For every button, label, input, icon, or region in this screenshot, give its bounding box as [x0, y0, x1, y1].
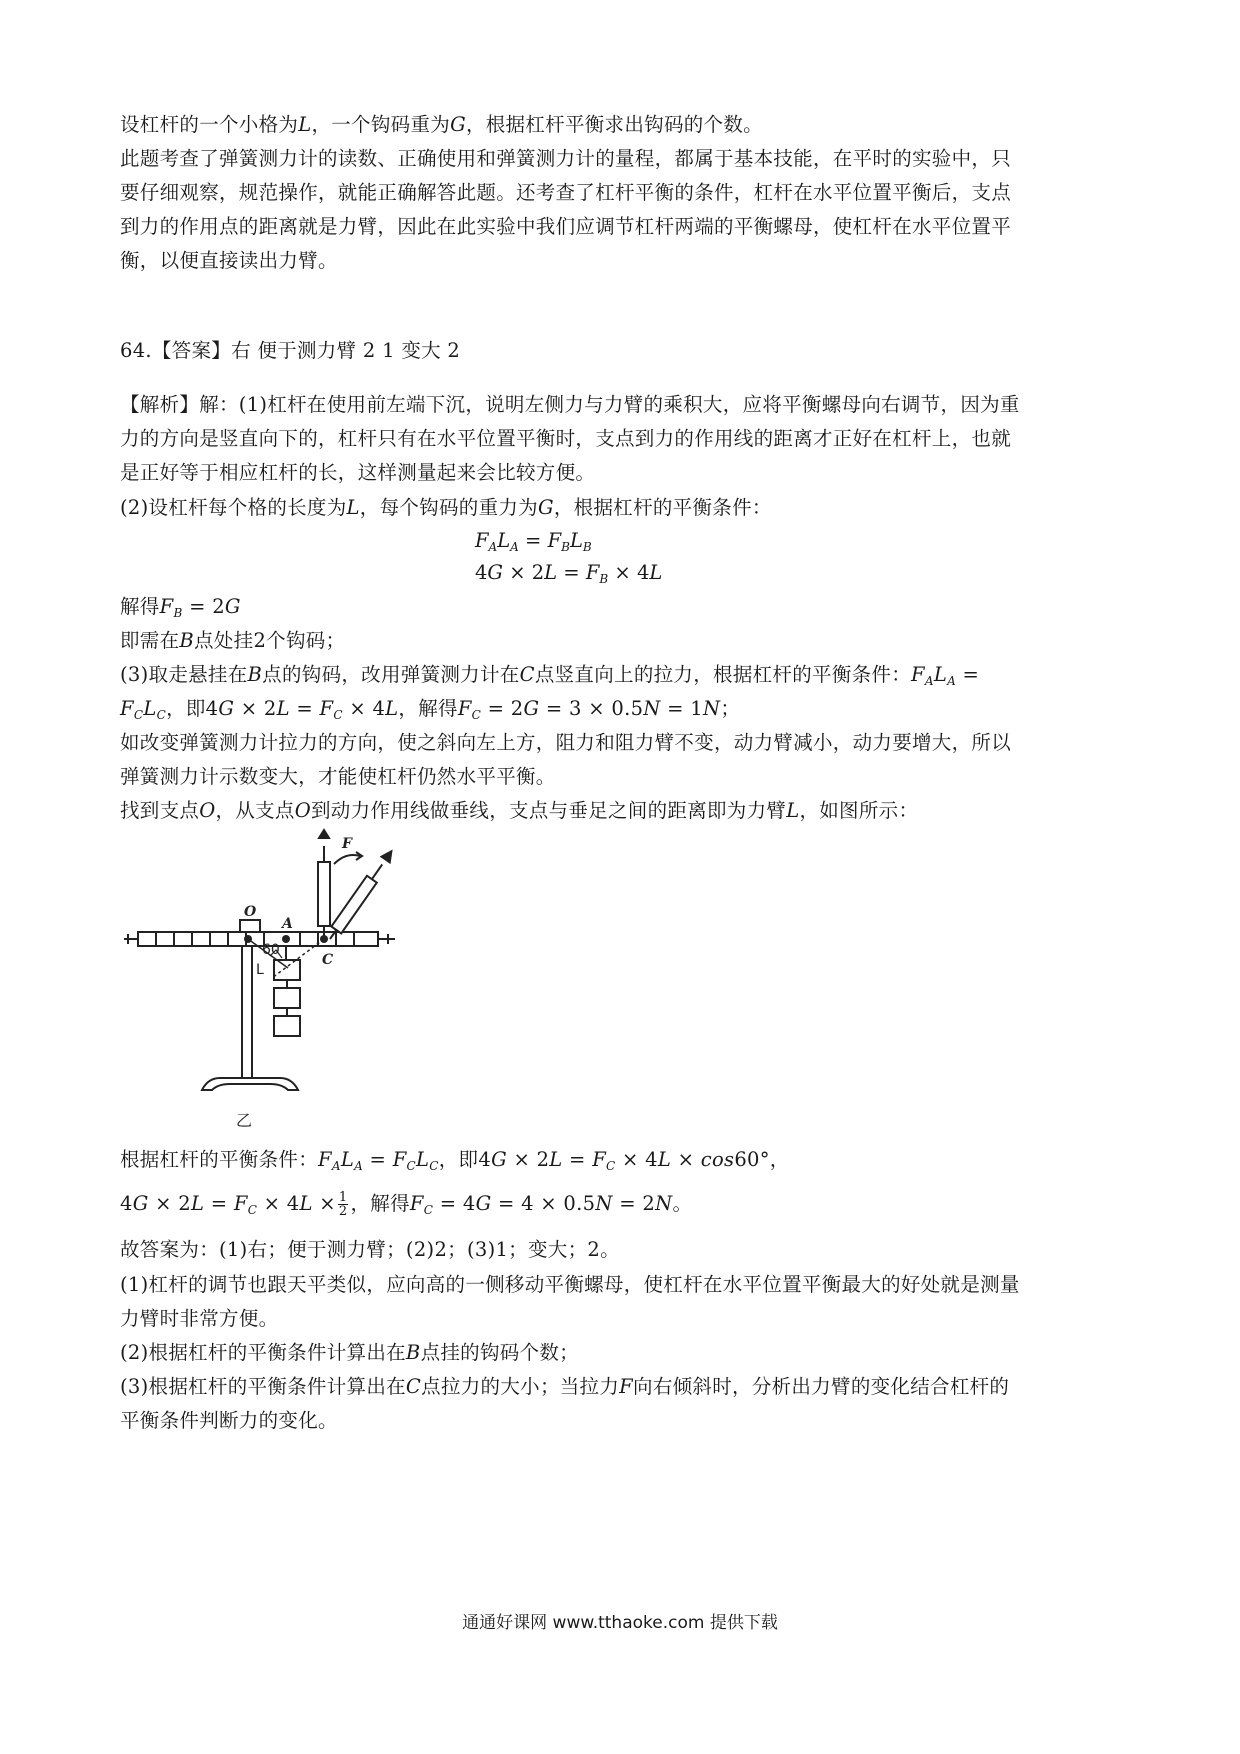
text-line: 平衡条件判断力的变化。	[120, 1409, 338, 1432]
answer-line: 64.【答案】右 便于测力臂 2 1 变大 2	[120, 339, 461, 362]
text-line: 找到支点O，从支点O到动力作用线做垂线，支点与垂足之间的距离即为力臂L，如图所示：	[120, 799, 919, 822]
text-line: 弹簧测力计示数变大，才能使杠杆仍然水平平衡。	[120, 765, 556, 788]
text-line: 如改变弹簧测力计拉力的方向，使之斜向左上方，阻力和阻力臂不变，动力臂减小，动力要增大，所以	[120, 731, 1012, 754]
text-line: 根据杠杆的平衡条件：$F_AL_A = F_CL_C$，即$4G \times 2L = F_C \times 4L \times \cos 60^\circ$，	[120, 1148, 790, 1173]
label-C: C	[322, 952, 334, 968]
equation-2: $4G \times 2L = F_B \times 4L$	[475, 561, 663, 586]
text-line: (3)根据杠杆的平衡条件计算出在C点拉力的大小；当拉力F向右倾斜时，分析出力臂的变化结合杠杆的	[120, 1375, 1010, 1398]
text-line: 衡，以便直接读出力臂。	[120, 249, 338, 272]
label-L: L	[256, 962, 264, 978]
text-line: 力臂时非常方便。	[120, 1307, 279, 1330]
text-line: $F_CL_C$，即$4G \times 2L = F_C \times 4L$，解得$F_C = 2G = 3 \times 0.5N = 1N$；	[120, 697, 741, 722]
label-A: A	[282, 916, 293, 932]
figure-caption: 乙	[236, 1111, 253, 1130]
page-footer: 通通好课网 www.tthaoke.com 提供下载	[462, 1613, 778, 1633]
text-line: (1)杠杆的调节也跟天平类似，应向高的一侧移动平衡螺母，使杠杆在水平位置平衡最大的好处就是测量	[120, 1273, 1020, 1296]
hook-weight	[274, 960, 300, 980]
point-C	[320, 935, 328, 943]
angle-label: 60	[262, 942, 280, 958]
label-F: F	[342, 836, 352, 852]
text-line: (2)根据杠杆的平衡条件计算出在B点挂的钩码个数；	[120, 1341, 579, 1364]
text-line: 到力的作用点的距离就是力臂，因此在此实验中我们应调节杠杆两端的平衡螺母，使杠杆在水平位置平	[120, 215, 1012, 238]
text-line: (3)取走悬挂在B点的钩码，改用弹簧测力计在C点竖直向上的拉力，根据杠杆的平衡条件：$F_AL_A$ =	[120, 663, 980, 688]
hook-weight	[274, 1016, 300, 1036]
label-O: O	[244, 904, 257, 920]
pivot-point	[244, 935, 252, 943]
text-line: 是正好等于相应杠杆的长，这样测量起来会比较方便。	[120, 461, 596, 484]
stand-base	[202, 1078, 298, 1090]
text-line: 解得$F_B = 2G$	[120, 595, 241, 620]
text-line: 【解析】解：(1)杠杆在使用前左端下沉，说明左侧力与力臂的乘积大，应将平衡螺母向右调节，因为重	[120, 393, 1020, 416]
point-A	[282, 935, 290, 943]
text-line: 要仔细观察，规范操作，就能正确解答此题。还考查了杠杆平衡的条件，杠杆在水平位置平衡后，支点	[120, 181, 1012, 204]
spring-scale-tilted	[331, 876, 376, 934]
text-line: 即需在B点处挂2个钩码；	[120, 629, 346, 652]
fraction: $\frac{1}{2}$	[338, 1190, 348, 1219]
text-line: 故答案为：(1)右；便于测力臂；(2)2；(3)1；变大；2。	[120, 1238, 620, 1261]
pivot-clamp	[240, 920, 260, 932]
lever-figure	[120, 828, 420, 1133]
spring-scale-vertical	[318, 862, 330, 926]
text-line: $4G \times 2L = F_C \times 4L$ × $\frac{1}{2}$ ，解得$F_C = 4G = 4 \times 0.5N = 2N$。	[120, 1190, 693, 1219]
hook-weight	[274, 988, 300, 1008]
equation-1: $F_AL_A = F_BL_B$	[475, 529, 592, 554]
text-line: 设杠杆的一个小格为L，一个钩码重为G，根据杠杆平衡求出钩码的个数。	[120, 113, 763, 136]
text-line: 力的方向是竖直向下的，杠杆只有在水平位置平衡时，支点到力的作用线的距离才正好在杠杆上，也就	[120, 427, 1012, 450]
text-line: (2)设杠杆每个格的长度为L，每个钩码的重力为G，根据杠杆的平衡条件：	[120, 496, 772, 519]
text-line: 此题考查了弹簧测力计的读数、正确使用和弹簧测力计的量程，都属于基本技能，在平时的实验中，只	[120, 147, 1012, 170]
